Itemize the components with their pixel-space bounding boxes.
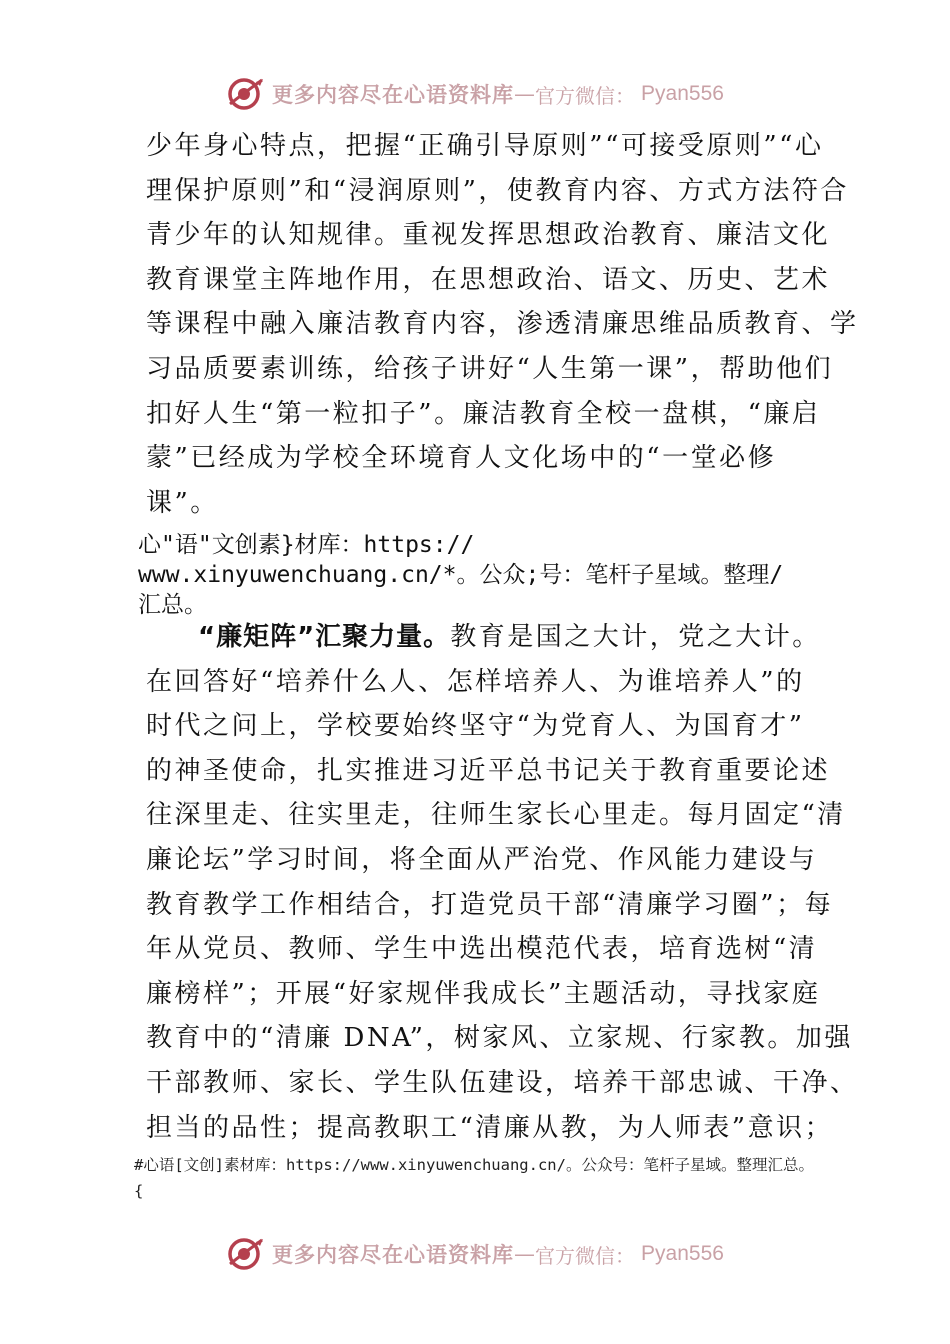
banner-separator: — bbox=[514, 82, 536, 106]
body-paragraph-1 bbox=[146, 124, 859, 525]
banner-separator: — bbox=[514, 1242, 536, 1266]
text-line: 理保护原则”和“浸润原则”，使教育内容、方式方法符合 bbox=[146, 175, 849, 206]
banner-wechat-label: 官方微信： bbox=[535, 1243, 636, 1268]
text-line: 等课程中融入廉洁教育内容，渗透清廉思维品质教育、学 bbox=[146, 309, 859, 340]
note-line: #心语[文创]素材库：https://www.xinyuwenchuang.cn/。公众号：笔杆子星域。整理汇总。 bbox=[134, 1156, 814, 1174]
text-line: 担当的品性；提高教职工“清廉从教，为人师表”意识； bbox=[146, 1112, 834, 1143]
text-line-first bbox=[146, 615, 821, 660]
banner-wechat-id: Pyan556 bbox=[641, 1242, 724, 1265]
note-line: 汇总。 bbox=[138, 592, 207, 618]
text-line: 廉论坛”学习时间，将全面从严治党、作风能力建设与 bbox=[146, 844, 818, 875]
text-line: 扣好人生“第一粒扣子”。廉洁教育全校一盘棋，“廉启 bbox=[146, 398, 821, 429]
text-line: 往深里走、往实里走，往师生家长心里走。每月固定“清 bbox=[146, 800, 846, 831]
text-line: 习品质要素训练，给孩子讲好“人生第一课”，帮助他们 bbox=[146, 353, 834, 384]
note-line: www.xinyuwenchuang.cn/*。公众;号：笔杆子星域。整理/ bbox=[138, 562, 784, 588]
text-line: 青少年的认知规律。重视发挥思想政治教育、廉洁文化 bbox=[146, 220, 831, 251]
text-line: 课”。 bbox=[146, 487, 219, 518]
inline-watermark-note-1 bbox=[138, 530, 838, 620]
inline-watermark-note-2 bbox=[134, 1152, 854, 1204]
text-line: 教育教学工作相结合，打造党员干部“清廉学习圈”；每 bbox=[146, 889, 834, 920]
brand-logo-icon bbox=[226, 1234, 266, 1274]
text-line: 廉榜样”；开展“好家规伴我成长”主题活动，寻找家庭 bbox=[146, 978, 821, 1009]
banner-wechat-label: 官方微信： bbox=[535, 83, 636, 108]
text-line: 时代之问上，学校要始终坚守“为党育人、为国育才” bbox=[146, 711, 805, 742]
footer-watermark-banner bbox=[0, 1232, 950, 1276]
banner-brand-text: 更多内容尽在心语资料库 bbox=[272, 83, 515, 107]
banner-brand-text: 更多内容尽在心语资料库 bbox=[272, 1243, 515, 1267]
text-line: 在回答好“培养什么人、怎样培养人、为谁培养人”的 bbox=[146, 666, 805, 697]
text-line: 教育课堂主阵地作用，在思想政治、语文、历史、艺术 bbox=[146, 264, 831, 295]
note-line: 心"语"文创素}材库：https:// bbox=[138, 532, 475, 558]
text-line: 少年身心特点，把握“正确引导原则”“可接受原则”“心 bbox=[146, 131, 824, 161]
header-watermark-banner bbox=[0, 72, 950, 116]
text-line: 的神圣使命，扎实推进习近平总书记关于教育重要论述 bbox=[146, 755, 831, 786]
text-line: 教育是国之大计，党之大计。 bbox=[450, 622, 821, 652]
body-paragraph-2 bbox=[146, 615, 859, 1150]
text-line: 教育中的“清廉 DNA”，树家风、立家规、行家教。加强 bbox=[146, 1023, 853, 1054]
text-line: 年从党员、教师、学生中选出模范代表，培育选树“清 bbox=[146, 934, 818, 965]
banner-wechat-id: Pyan556 bbox=[641, 82, 724, 105]
note-line: { bbox=[134, 1182, 144, 1200]
brand-logo-icon bbox=[226, 74, 266, 114]
section-lead-heading: “廉矩阵”汇聚力量。 bbox=[198, 622, 451, 652]
text-line: 蒙”已经成为学校全环境育人文化场中的“一堂必修 bbox=[146, 443, 777, 474]
text-line: 干部教师、家长、学生队伍建设，培养干部忠诚、干净、 bbox=[146, 1067, 859, 1098]
